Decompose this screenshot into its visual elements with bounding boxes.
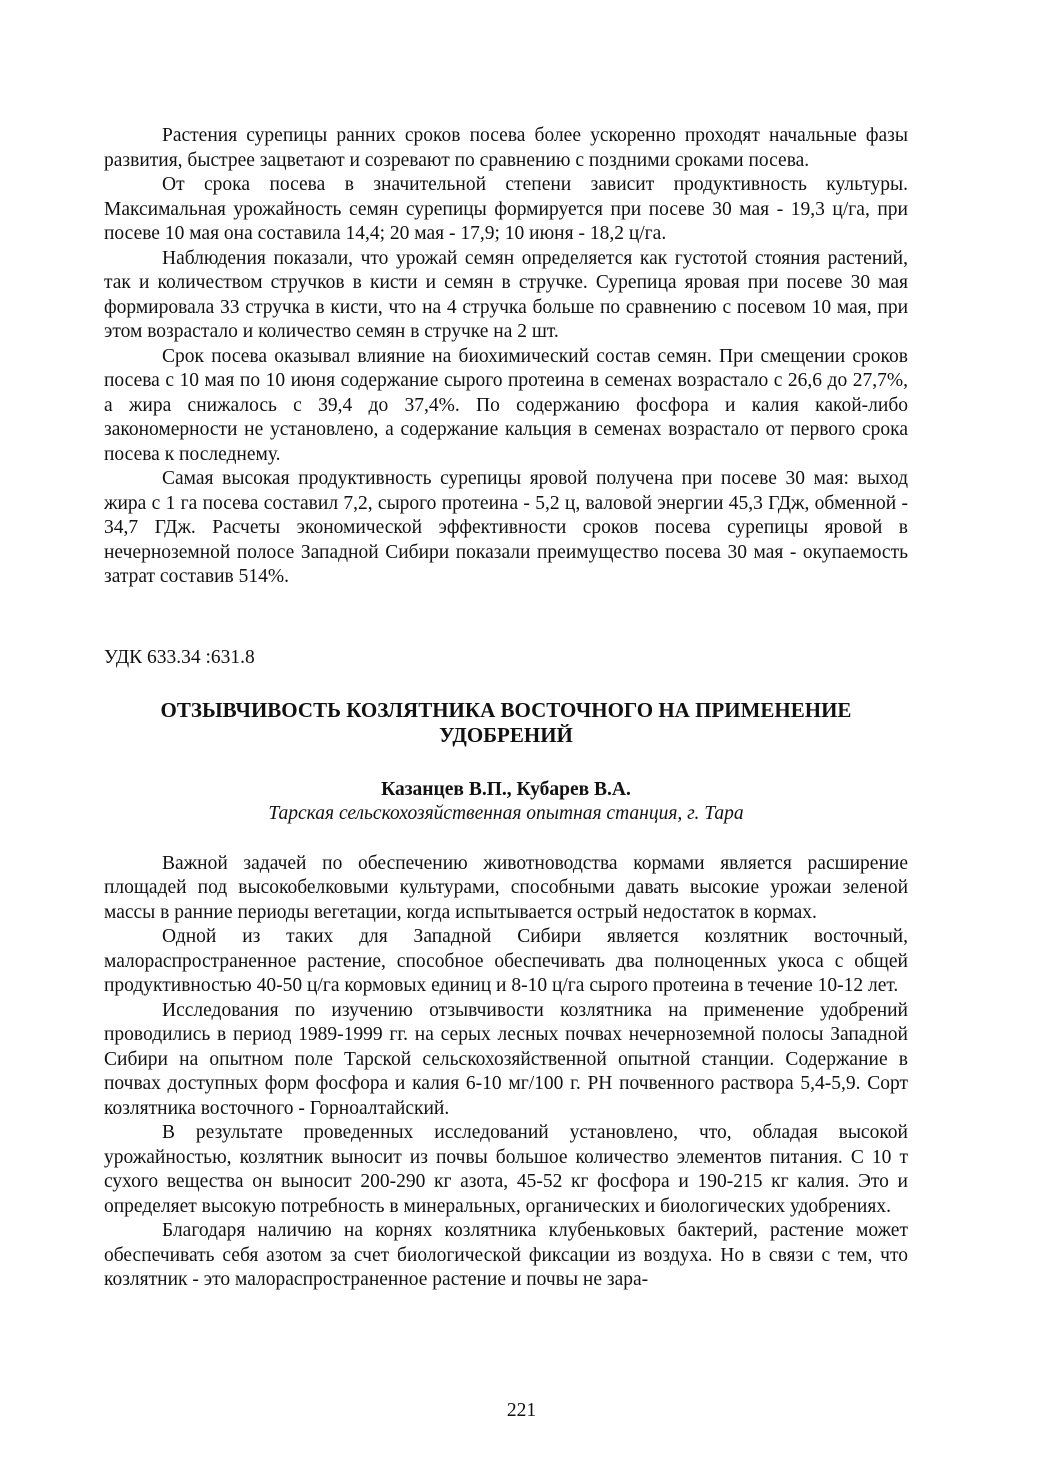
article-authors: Казанцев В.П., Кубарев В.А. bbox=[381, 778, 631, 800]
paragraph: Благодаря наличию на корнях козлятника клубеньковых бактерий, растение может обеспечивать себя азотом за счет биологической фиксации из воздуха. Но в связи с тем, что козлятник - это малораспространенное растение и почвы не зара- bbox=[104, 1220, 908, 1290]
paragraph: Срок посева оказывал влияние на биохимический состав семян. При смещении сроков посева с 10 мая по 10 июня содержание сырого протеина в семенах возрастало с 26,6 до 27,7%, а жира снижалось с 39,4 до 37,4%. По содержанию фосфора и калия какой-либо закономерности не установлено, а содержание кальция в семенах возрастало от первого срока посева к последнему. bbox=[104, 345, 908, 465]
article-affiliation: Тарская сельскохозяйственная опытная станция, г. Тара bbox=[268, 802, 744, 824]
paragraph: Растения сурепицы ранних сроков посева более ускоренно проходят начальные фазы развития, быстрее зацветают и созревают по сравнению с поздними сроками посева. bbox=[104, 125, 908, 171]
article-title: ОТЗЫВЧИВОСТЬ КОЗЛЯТНИКА ВОСТОЧНОГО НА ПРИМЕНЕНИЕ УДОБРЕНИЙ bbox=[160, 697, 852, 747]
paragraph: Самая высокая продуктивность сурепицы яровой получена при посеве 30 мая: выход жира с 1 га посева составил 7,2, сырого протеина - 5,2 ц, валовой энергии 45,3 ГДж, обменной - 34,7 ГДж. Расчеты экономической эффективности сроков посева сурепицы яровой в нечерноземной полосе Западной Сибири показали преимущество посева 30 мая - окупаемость затрат составив 514%. bbox=[104, 468, 908, 587]
udc-code: УДК 633.34 :631.8 bbox=[104, 646, 255, 668]
paragraph: Важной задачей по обеспечению животноводства кормами является расширение площадей под высокобелковыми культурами, способными давать высокие урожаи зеленой массы в ранние периоды вегетации, когда испытывается острый недостаток в кормах. bbox=[104, 852, 908, 923]
paragraph: Наблюдения показали, что урожай семян определяется как густотой стояния растений, так и количеством стручков в кисти и семян в стручке. Сурепица яровая при посеве 30 мая формировала 33 стручка в кисти, что на 4 стручка больше по сравнению с посевом 10 мая, при этом возрастало и количество семян в стручке на 2 шт. bbox=[104, 247, 908, 342]
paragraph: Исследования по изучению отзывчивости козлятника на применение удобрений проводились в период 1989-1999 гг. на серых лесных почвах нечерноземной полосы Западной Сибири на опытном поле Тарской сельскохозяйственной опытной станции. Содержание в почвах доступных форм фосфора и калия 6-10 мг/100 г. РН почвенного раствора 5,4-5,9. Сорт козлятника восточного - Горноалтайский. bbox=[104, 999, 908, 1119]
paragraph: От срока посева в значительной степени зависит продуктивность культуры. Максимальная урожайность семян сурепицы формируется при посеве 30 мая - 19,3 ц/га, при посеве 10 мая она составила 14,4; 20 мая - 17,9; 10 июня - 18,2 ц/га. bbox=[104, 174, 908, 244]
paragraph: Одной из таких для Западной Сибири является козлятник восточный, малораспространенное растение, способное обеспечивать два полноценных укоса с общей продуктивностью 40-50 ц/га кормовых единиц и 8-10 ц/га сырого протеина в течение 10-12 лет. bbox=[104, 926, 908, 996]
paragraph: В результате проведенных исследований установлено, что, обладая высокой урожайностью, козлятник выносит из почвы большое количество элементов питания. С 10 т сухого вещества он выносит 200-290 кг азота, 45-52 кг фосфора и 190-215 кг калия. Это и определяет высокую потребность в минеральных, органических и биологических удобрениях. bbox=[104, 1122, 908, 1217]
page-number: 221 bbox=[506, 1400, 537, 1421]
page-content bbox=[104, 124, 908, 1293]
